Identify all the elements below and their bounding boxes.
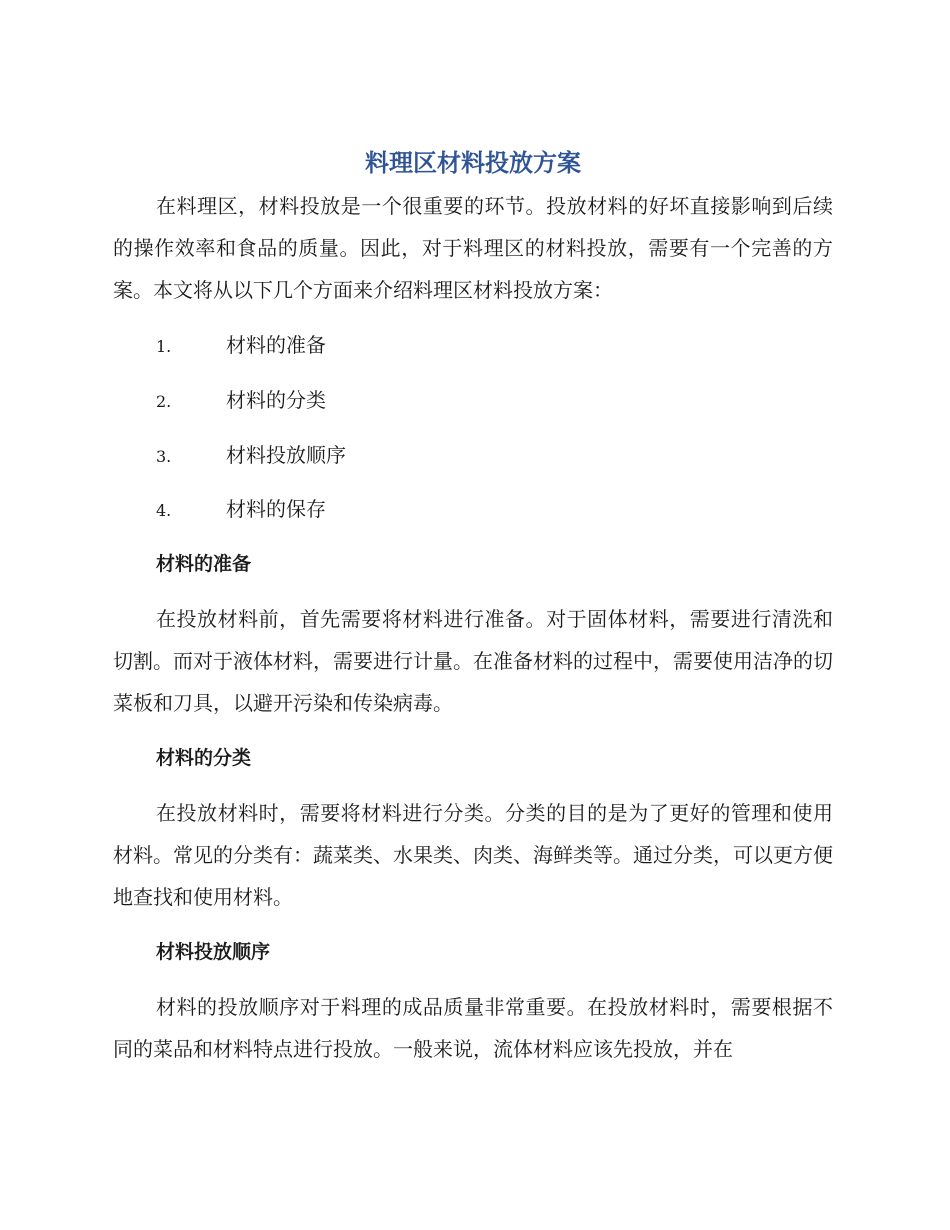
- intro-paragraph: 在料理区，材料投放是一个很重要的环节。投放材料的好坏直接影响到后续的操作效率和食品的质量。因此，对于料理区的材料投放，需要有一个完善的方案。本文将从以下几个方面来介绍料理区材料投放方案：: [113, 194, 833, 302]
- list-text: 材料投放顺序: [226, 443, 346, 467]
- list-number: 3.: [156, 447, 172, 466]
- section-paragraph: 在投放材料时，需要将材料进行分类。分类的目的是为了更好的管理和使用材料。常见的分类有：蔬菜类、水果类、肉类、海鲜类等。通过分类，可以更方便地查找和使用材料。: [113, 801, 833, 909]
- section-paragraph: 在投放材料前，首先需要将材料进行准备。对于固体材料，需要进行清洗和切割。而对于液体材料，需要进行计量。在准备材料的过程中，需要使用洁净的切菜板和刀具，以避开污染和传染病毒。: [113, 607, 833, 715]
- section-paragraph: 材料的投放顺序对于料理的成品质量非常重要。在投放材料时，需要根据不同的菜品和材料特点进行投放。一般来说，流体材料应该先投放，并在: [113, 995, 833, 1061]
- list-text: 材料的保存: [226, 497, 326, 521]
- list-text: 材料的分类: [226, 388, 326, 412]
- list-item: [156, 440, 346, 472]
- document-title: 料理区材料投放方案: [365, 149, 581, 177]
- list-item: [156, 385, 326, 417]
- list-item: [156, 330, 326, 362]
- section-heading: 材料的分类: [156, 747, 252, 769]
- list-number: 2.: [156, 392, 172, 411]
- list-number: 1.: [156, 337, 172, 356]
- list-text: 材料的准备: [226, 333, 326, 357]
- section-heading: 材料投放顺序: [156, 941, 271, 963]
- list-item: [156, 494, 326, 526]
- list-number: 4.: [156, 501, 172, 520]
- section-heading: 材料的准备: [156, 553, 252, 575]
